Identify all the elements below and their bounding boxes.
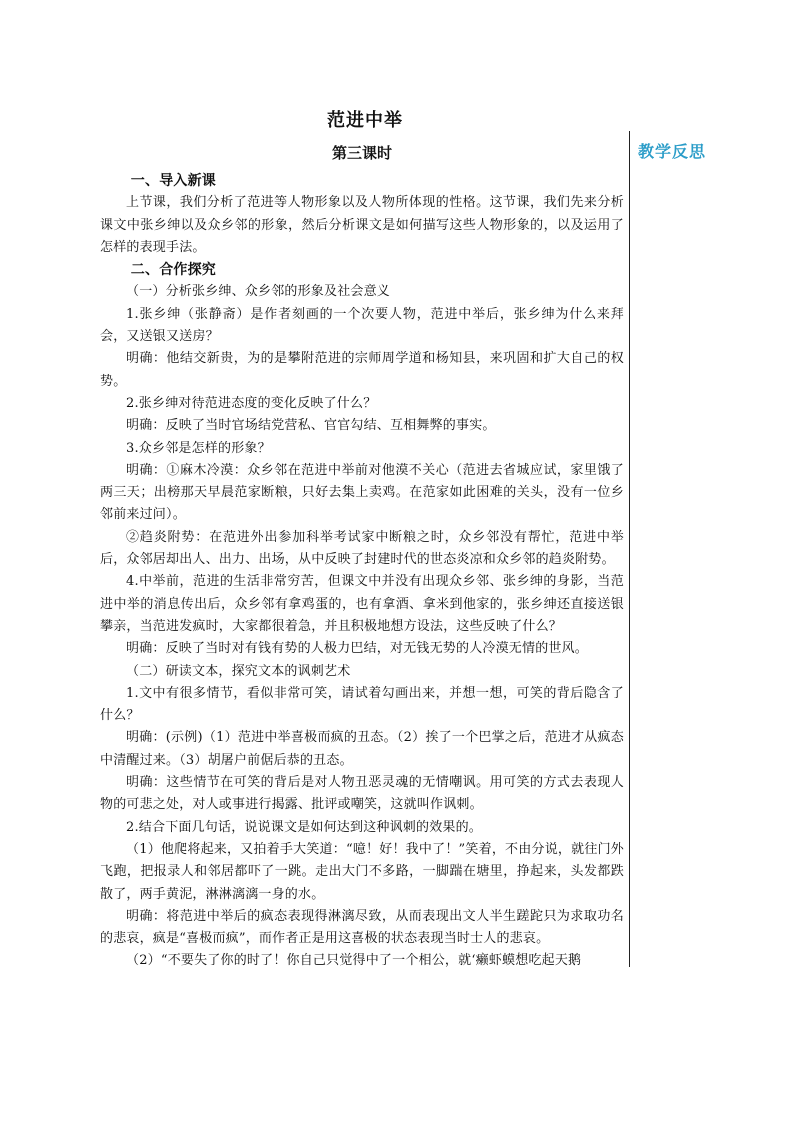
- paragraph: 明确：(示例)（1）范进中举喜极而疯的丑态。（2）挨了一个巴掌之后，范进才从疯态中清醒过来。（3）胡屠户前倨后恭的丑态。: [100, 730, 624, 768]
- paragraph: 2.张乡绅对待范进态度的变化反映了什么？: [126, 395, 377, 411]
- paragraph: 明确：将范进中举后的疯态表现得淋漓尽致，从而表现出文人半生蹉跎只为求取功名的悲哀，疯是“喜极而疯”，而作者正是用这喜极的状态表现当时士人的悲哀。: [100, 908, 624, 947]
- section-heading: 一、导入新课: [130, 173, 216, 189]
- paragraph: 1.张乡绅（张静斋）是作者刻画的一个次要人物，范进中举后，张乡绅为什么来拜会，又送银又送房？: [100, 306, 624, 345]
- paragraph: （一）分析张乡绅、众乡邻的形象及社会意义: [126, 284, 391, 300]
- paragraph: （二）研读文本，探究文本的讽刺艺术: [126, 663, 351, 679]
- paragraph: 4.中举前，范进的生活非常穷苦，但课文中并没有出现众乡邻、张乡绅的身影，当范进中举的消息传出后，众乡邻有拿鸡蛋的，也有拿酒、拿米到他家的，张乡绅还直接送银攀亲，当范进发疯时，大家都很着急，并且积极地想方设法，这些反映了什么？: [100, 574, 624, 634]
- paragraph: 1.文中有很多情节，看似非常可笑，请试着勾画出来，并想一想，可笑的背后隐含了什么？: [100, 685, 624, 724]
- teaching-reflection-heading: 教学反思: [638, 142, 707, 161]
- paragraph: 明确：反映了当时对有钱有势的人极力巴结，对无钱无势的人冷漠无情的世风。: [126, 641, 589, 657]
- paragraph: （1）他爬将起来，又拍着手大笑道：“噫！好！我中了！”笑着，不由分说，就往门外飞跑，把报录人和邻居都吓了一跳。走出大门不多路，一脚踹在塘里，挣起来，头发都跌散了，两手黄泥，淋淋漓漓一身的水。: [100, 841, 624, 902]
- paragraph: 上节课，我们分析了范进等人物形象以及人物所体现的性格。这节课，我们先来分析课文中张乡绅以及众乡邻的形象，然后分析课文是如何描写这些人物形象的，以及运用了怎样的表现手法。: [100, 195, 624, 255]
- column-divider: [629, 131, 630, 967]
- paragraph: 2.结合下面几句话，说说课文是如何达到这种讽刺的效果的。: [126, 819, 483, 835]
- lesson-content: [100, 170, 624, 972]
- paragraph: ②趋炎附势：在范进外出参加科举考试家中断粮之时，众乡邻没有帮忙，范进中举后，众邻居却出人、出力、出场，从中反映了封建时代的世态炎凉和众乡邻的趋炎附势。: [100, 529, 624, 568]
- paragraph: 明确：反映了当时官场结党营私、官官勾结、互相舞弊的事实。: [126, 418, 496, 434]
- paragraph: 明确：这些情节在可笑的背后是对人物丑恶灵魂的无情嘲讽。用可笑的方式去表现人物的可悲之处，对人或事进行揭露、批评或嘲笑，这就叫作讽刺。: [100, 775, 624, 813]
- paragraph: 明确：①麻木冷漠：众乡邻在范进中举前对他漠不关心（范进去省城应试，家里饿了两三天；出榜那天早晨范家断粮，只好去集上卖鸡。在范家如此困难的关头，没有一位乡邻前来过问）。: [100, 462, 624, 523]
- document-title: 范进中举: [327, 110, 403, 131]
- paragraph: 明确：他结交新贵，为的是攀附范进的宗师周学道和杨知县，来巩固和扩大自己的权势。: [100, 351, 624, 389]
- paragraph: 3.众乡邻是怎样的形象？: [126, 440, 271, 456]
- section-heading: 二、合作探究: [130, 262, 216, 279]
- lesson-subtitle: 第三课时: [331, 144, 392, 162]
- main-column: [100, 140, 624, 972]
- paragraph: （2）“不要失了你的时了！你自己只觉得中了一个相公，就‘癞虾蟆想吃起天鹅: [126, 953, 582, 969]
- side-column: [638, 140, 758, 164]
